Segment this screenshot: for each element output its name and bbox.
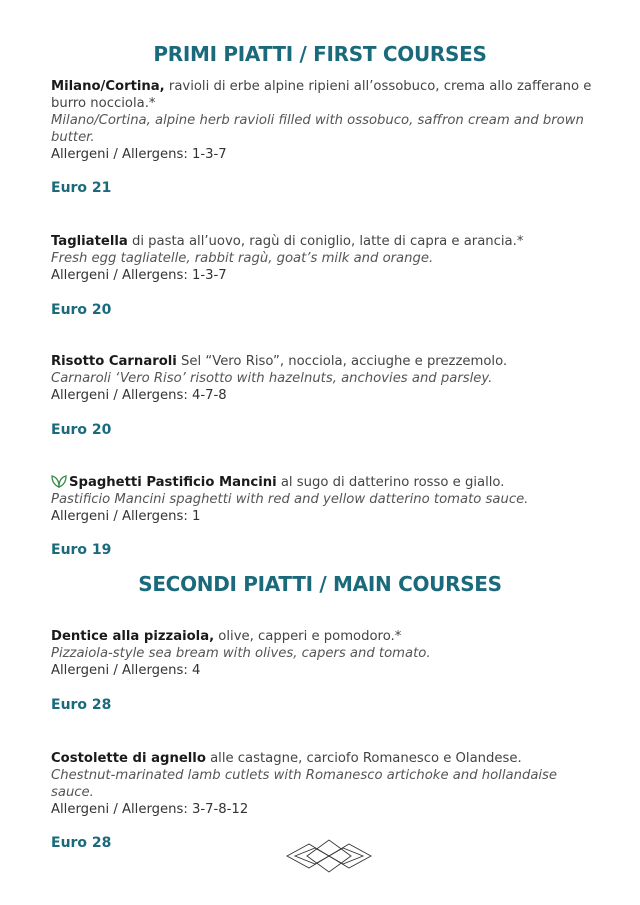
dish-description-it: di pasta all’uovo, ragù di coniglio, latte di capra e arancia.* <box>127 234 524 249</box>
dish-allergens: Allergeni / Allergens: 1-3-7 <box>51 147 227 162</box>
dish-name: Costolette di agnello <box>51 751 206 766</box>
dish-description-en: Pastificio Mancini spaghetti with red and yellow datterino tomato sauce. <box>51 492 529 507</box>
dish-allergens: Allergeni / Allergens: 1-3-7 <box>51 268 227 283</box>
dish-description-en: Fresh egg tagliatelle, rabbit ragù, goat’s milk and orange. <box>51 251 434 266</box>
dish-price: Euro 21 <box>51 180 112 196</box>
dish-spaghetti-mancini <box>51 474 601 525</box>
leaf-icon <box>51 474 67 488</box>
dish-description-it: al sugo di datterino rosso e giallo. <box>276 475 505 490</box>
diamond-ornament-icon <box>285 838 373 874</box>
dish-milano-cortina <box>51 78 601 163</box>
dish-description-it: olive, capperi e pomodoro.* <box>214 629 402 644</box>
dish-description-en: Chestnut-marinated lamb cutlets with Romanesco artichoke and hollandaise sauce. <box>51 768 558 800</box>
dish-name: Spaghetti Pastificio Mancini <box>69 475 277 490</box>
dish-allergens: Allergeni / Allergens: 4 <box>51 663 201 678</box>
dish-name: Tagliatella <box>51 234 128 249</box>
dish-price: Euro 20 <box>51 302 112 318</box>
dish-price: Euro 28 <box>51 697 112 713</box>
dish-tagliatella <box>51 233 601 284</box>
dish-allergens: Allergeni / Allergens: 4-7-8 <box>51 388 227 403</box>
dish-description-it: Sel “Vero Riso”, nocciola, acciughe e prezzemolo. <box>176 354 508 369</box>
section-title-first-courses: PRIMI PIATTI / FIRST COURSES <box>153 42 487 66</box>
dish-description-en: Milano/Cortina, alpine herb ravioli filled with ossobuco, saffron cream and brown butter. <box>51 113 584 145</box>
dish-name: Dentice alla pizzaiola, <box>51 629 215 644</box>
dish-price: Euro 19 <box>51 542 112 558</box>
dish-price: Euro 28 <box>51 835 112 851</box>
dish-name: Milano/Cortina, <box>51 79 165 94</box>
dish-dentice-pizzaiola <box>51 628 601 679</box>
dish-price: Euro 20 <box>51 422 112 438</box>
dish-allergens: Allergeni / Allergens: 3-7-8-12 <box>51 802 249 817</box>
dish-description-en: Carnaroli ‘Vero Riso’ risotto with hazelnuts, anchovies and parsley. <box>51 371 493 386</box>
section-title-main-courses: SECONDI PIATTI / MAIN COURSES <box>138 572 502 596</box>
dish-costolette-agnello <box>51 750 601 818</box>
dish-description-it: ravioli di erbe alpine ripieni all’ossobuco, crema allo zafferano e burro nocciola.* <box>51 79 592 111</box>
dish-allergens: Allergeni / Allergens: 1 <box>51 509 201 524</box>
dish-description-en: Pizzaiola-style sea bream with olives, capers and tomato. <box>51 646 431 661</box>
dish-description-it: alle castagne, carciofo Romanesco e Olandese. <box>205 751 522 766</box>
dish-risotto-carnaroli <box>51 353 601 404</box>
dish-name: Risotto Carnaroli <box>51 354 177 369</box>
